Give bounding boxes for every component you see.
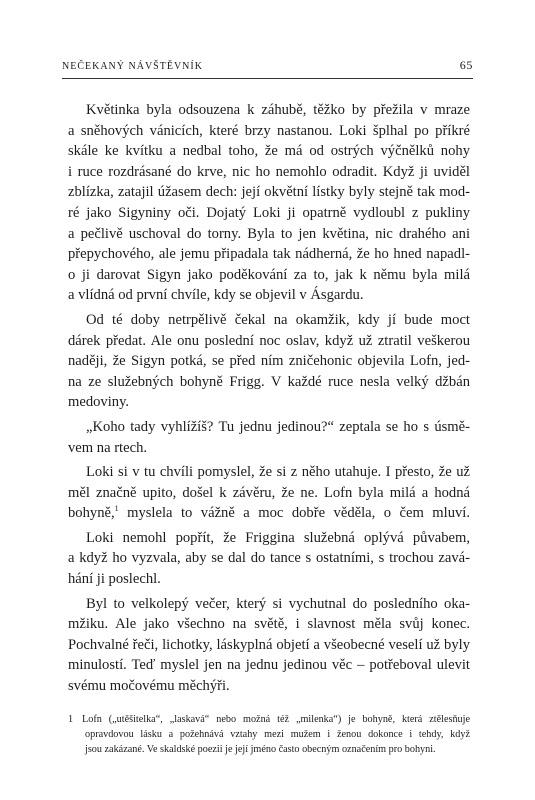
chapter-title: NEČEKANÝ NÁVŠTĚVNÍK xyxy=(62,61,203,72)
header-rule xyxy=(62,78,473,79)
text-line: přepychového, ale jemu připadala tak nádherná, že ho hned napadl- xyxy=(68,246,470,263)
footnote-line xyxy=(68,712,470,727)
paragraph xyxy=(68,528,470,590)
text-line: a vlídná od první chvíle, kdy se objevil v Ásgardu. xyxy=(68,287,364,304)
text-line: mžiku. Ale jako všechno na světě, i slavnost měla svůj konec. xyxy=(68,616,470,633)
text-line: svému močovému měchýři. xyxy=(68,678,230,695)
text-line: a pečlivě uschoval do torny. Byla to jen květina, nic drahého ani xyxy=(68,225,470,242)
page-number: 65 xyxy=(459,58,473,72)
footnote-line: jsou zakázané. Ve skaldské poezii je její jméno často obecným označením pro bohyni. xyxy=(85,744,436,755)
paragraph xyxy=(68,594,470,697)
text-line: a sněhových vánicích, které brzy nastanou. Loki šplhal po příkré xyxy=(68,122,470,139)
text-line: dárek předat. Ale onu poslední noc oslav, když už ztratil veškerou xyxy=(68,332,470,349)
text-line: Od té doby netrpělivě čekal na okamžik, kdy jí bude moct xyxy=(86,311,470,328)
paragraph xyxy=(68,417,470,458)
text-line: minulostí. Teď myslel jen na jednu jedinou věc – potřeboval ulevit xyxy=(68,657,470,674)
text-line: medoviny. xyxy=(68,394,130,411)
text-line: Květinka byla odsouzena k záhubě, těžko by přežila v mraze xyxy=(86,102,470,118)
text-line: „Koho tady vyhlížíš? Tu jednu jedinou?“ zeptala se ho s úsmě- xyxy=(86,418,470,435)
text-line: i ruce rozdrásané do krve, nic ho nemohlo odradit. Když ji uviděl xyxy=(68,163,470,180)
text-fragment: bohyně, xyxy=(68,505,115,522)
footnote-text: Lofn („utěšitelka“, „laskavá“ nebo možná též „milenka“) je bohyně, která ztělesňuje xyxy=(82,714,470,725)
body-text xyxy=(68,100,470,701)
text-line-with-footnote xyxy=(68,503,470,524)
text-line: měl značně upito, došel k závěru, že ne. Lofn byla milá a hodná xyxy=(68,484,470,501)
text-line: zblízka, zatajil úžasem dech: její okvětní lístky byly stejně tak mod- xyxy=(68,184,470,201)
text-line: vem na rtech. xyxy=(68,439,148,456)
text-line: hání ji poslechl. xyxy=(68,571,161,588)
footnote-reference[interactable]: 1 xyxy=(114,504,119,514)
text-line: ré jako Sigyniny oči. Dojatý Loki ji opatrně vydloubl z pukliny xyxy=(68,204,470,221)
text-line: Loki si v tu chvíli pomyslel, že si z něho utahuje. I přesto, že už xyxy=(86,464,470,481)
text-line: Loki nemohl popřít, že Friggina služebná oplývá půvabem, xyxy=(86,529,470,546)
text-fragment: myslela to vážně a moc dobře věděla, o čem mluví. xyxy=(127,505,470,522)
text-line: naději, že Sigyn potká, se před ním zničehonic objevila Lofn, jed- xyxy=(68,353,470,370)
footnote xyxy=(68,712,470,757)
paragraph xyxy=(68,310,470,413)
text-line: na ze služebných bohyně Frigg. V každé ruce nesla velký džbán xyxy=(68,373,470,390)
text-line: o ji darovat Sigyn jako poděkování za to, jak k němu byla milá xyxy=(68,266,470,283)
text-line: Pochvalné řeči, lichotky, láskyplná objetí a všeobecné veselí už byly xyxy=(68,636,470,653)
footnote-number: 1 xyxy=(68,714,74,725)
text-line: skále ke kvítku a nedbal toho, že má od ostrých výčnělků nohy xyxy=(68,143,470,160)
paragraph xyxy=(68,100,470,306)
text-line: Byl to velkolepý večer, který si vychutnal do posledního oka- xyxy=(86,595,470,612)
paragraph xyxy=(68,462,470,524)
text-line: a když ho vyzvala, aby se dal do tance s ostatními, s trochou zavá- xyxy=(68,550,470,567)
footnote-line: opravdovou lásku a požehnává vztahy mezi mužem i ženou dokonce i tehdy, když xyxy=(85,729,470,740)
running-header xyxy=(62,58,473,74)
